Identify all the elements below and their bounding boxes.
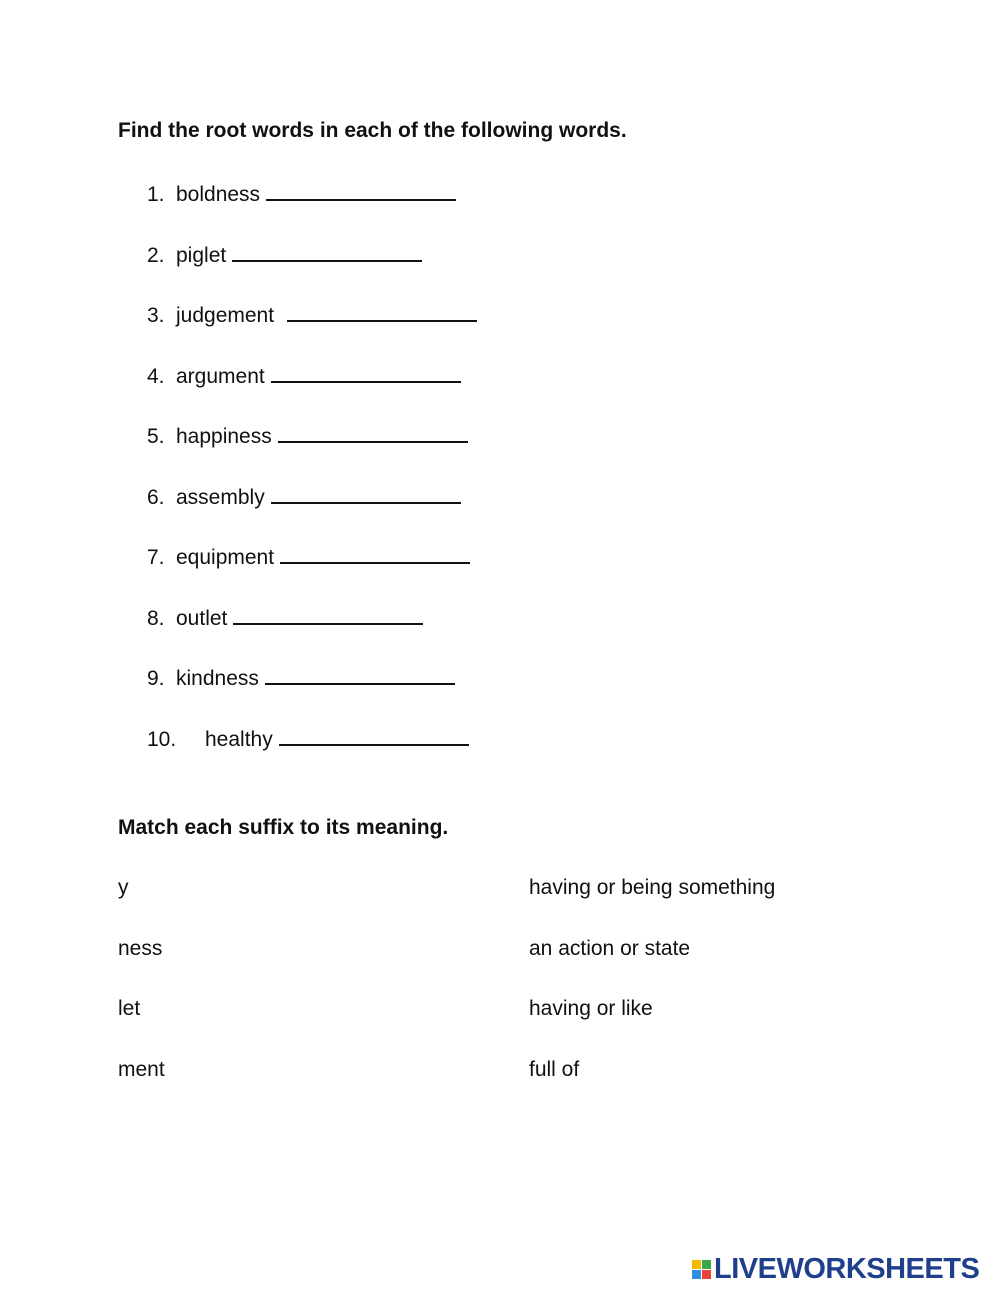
question-word: healthy xyxy=(205,728,273,751)
question-7 xyxy=(147,542,470,571)
answer-blank[interactable] xyxy=(271,482,461,504)
question-word: boldness xyxy=(176,183,261,206)
question-word: argument xyxy=(176,365,265,388)
question-word: outlet xyxy=(176,607,228,630)
question-number: 2. xyxy=(147,244,165,267)
question-5 xyxy=(147,421,468,450)
question-number: 9. xyxy=(147,667,165,690)
question-word: equipment xyxy=(176,546,275,569)
question-1 xyxy=(147,179,456,208)
section-2-heading: Match each suffix to its meaning. xyxy=(118,816,449,839)
question-3 xyxy=(147,300,477,329)
answer-blank[interactable] xyxy=(265,663,455,685)
question-number: 3. xyxy=(147,304,165,327)
meaning-item[interactable]: having or like xyxy=(529,997,653,1020)
question-8 xyxy=(147,603,423,632)
answer-blank[interactable] xyxy=(280,542,470,564)
question-6 xyxy=(147,482,461,511)
question-number: 10. xyxy=(147,728,177,751)
question-9 xyxy=(147,663,455,692)
meaning-item[interactable]: an action or state xyxy=(529,937,691,960)
meaning-item[interactable]: having or being something xyxy=(529,876,776,899)
question-number: 5. xyxy=(147,425,165,448)
suffix-item[interactable]: let xyxy=(118,997,141,1020)
answer-blank[interactable] xyxy=(278,421,468,443)
suffix-item[interactable]: ment xyxy=(118,1058,165,1081)
question-2 xyxy=(147,240,422,269)
question-number: 6. xyxy=(147,486,165,509)
logo-text: LIVEWORKSHEETS xyxy=(714,1252,980,1285)
question-10 xyxy=(147,724,469,753)
answer-blank[interactable] xyxy=(232,240,422,262)
question-number: 7. xyxy=(147,546,165,569)
answer-blank[interactable] xyxy=(279,724,469,746)
question-number: 8. xyxy=(147,607,165,630)
question-word: piglet xyxy=(176,244,227,267)
meaning-item[interactable]: full of xyxy=(529,1058,580,1081)
liveworksheets-logo-icon xyxy=(692,1260,711,1279)
answer-blank[interactable] xyxy=(271,361,461,383)
liveworksheets-logo xyxy=(692,1254,979,1284)
question-number: 4. xyxy=(147,365,165,388)
question-word: assembly xyxy=(176,486,265,509)
question-number: 1. xyxy=(147,183,165,206)
question-4 xyxy=(147,361,461,390)
question-word: kindness xyxy=(176,667,259,690)
question-word: happiness xyxy=(176,425,272,448)
suffix-item[interactable]: y xyxy=(118,876,129,899)
suffix-item[interactable]: ness xyxy=(118,937,163,960)
question-word: judgement xyxy=(176,304,275,327)
section-1-heading: Find the root words in each of the following words. xyxy=(118,119,627,142)
answer-blank[interactable] xyxy=(266,179,456,201)
answer-blank[interactable] xyxy=(287,300,477,322)
answer-blank[interactable] xyxy=(233,603,423,625)
